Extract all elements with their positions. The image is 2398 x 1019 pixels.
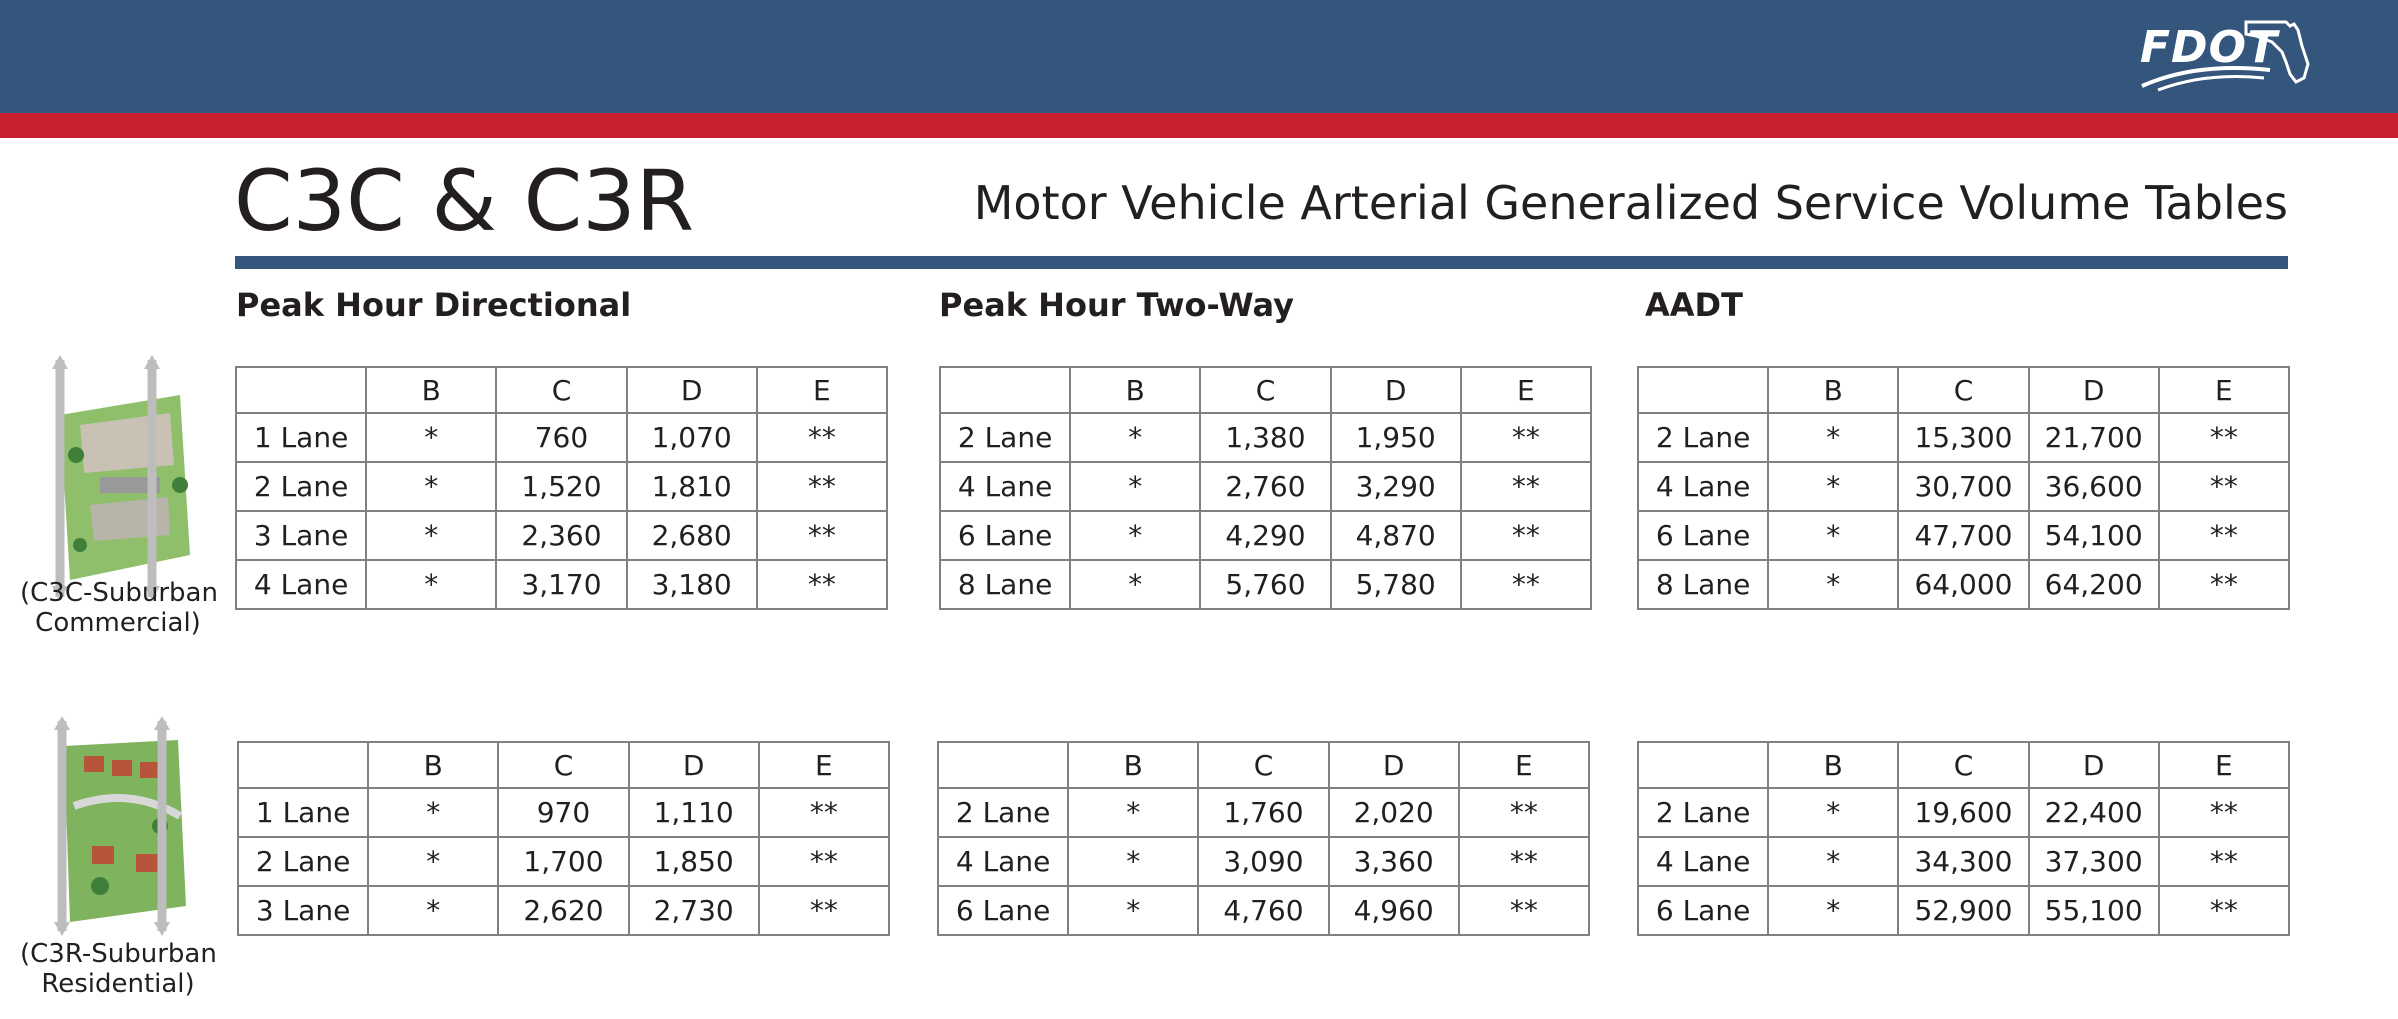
c3c-caption-line1: (C3C-Suburban xyxy=(20,578,218,608)
value-cell-d: 4,960 xyxy=(1329,886,1459,935)
value-cell-d: 54,100 xyxy=(2029,511,2159,560)
value-cell-b: * xyxy=(1768,788,1898,837)
value-cell-b: * xyxy=(1768,837,1898,886)
value-cell-e: ** xyxy=(759,837,889,886)
value-cell-b: * xyxy=(366,511,496,560)
table-row xyxy=(940,560,1591,609)
value-cell-c: 5,760 xyxy=(1200,560,1330,609)
value-cell-d: 3,360 xyxy=(1329,837,1459,886)
value-cell-c: 2,620 xyxy=(498,886,628,935)
section-label-aadt: AADT xyxy=(1645,286,1743,324)
value-cell-c: 3,170 xyxy=(496,560,626,609)
header-cell-d: D xyxy=(627,367,757,413)
page-title: C3C & C3R xyxy=(234,152,695,250)
title-divider xyxy=(235,256,2288,269)
table-row xyxy=(238,837,889,886)
value-cell-e: ** xyxy=(2159,886,2289,935)
table-row xyxy=(940,462,1591,511)
header-cell-d: D xyxy=(1331,367,1461,413)
c3r-caption xyxy=(20,939,216,999)
table-row xyxy=(940,511,1591,560)
value-cell-d: 2,020 xyxy=(1329,788,1459,837)
table-c3c-aadt xyxy=(1637,366,2290,610)
value-cell-e: ** xyxy=(757,511,887,560)
lane-label-cell: 2 Lane xyxy=(236,462,366,511)
header-corner-cell xyxy=(238,742,368,788)
lane-label-cell: 8 Lane xyxy=(940,560,1070,609)
table-header-row xyxy=(938,742,1589,788)
header-corner-cell xyxy=(940,367,1070,413)
value-cell-b: * xyxy=(368,837,498,886)
table-c3c-twoway xyxy=(939,366,1592,610)
value-cell-d: 1,850 xyxy=(629,837,759,886)
value-cell-b: * xyxy=(1070,413,1200,462)
header-cell-c: C xyxy=(496,367,626,413)
section-label-directional: Peak Hour Directional xyxy=(236,286,632,324)
value-cell-b: * xyxy=(366,462,496,511)
value-cell-c: 2,760 xyxy=(1200,462,1330,511)
table-row xyxy=(1638,788,2289,837)
lane-label-cell: 2 Lane xyxy=(238,837,368,886)
value-cell-b: * xyxy=(366,413,496,462)
table-header-row xyxy=(1638,742,2289,788)
table-c3r-directional xyxy=(237,741,890,936)
table-row xyxy=(1638,837,2289,886)
lane-label-cell: 2 Lane xyxy=(940,413,1070,462)
value-cell-e: ** xyxy=(2159,560,2289,609)
value-cell-d: 1,950 xyxy=(1331,413,1461,462)
header-corner-cell xyxy=(938,742,1068,788)
value-cell-e: ** xyxy=(759,886,889,935)
value-cell-c: 47,700 xyxy=(1898,511,2028,560)
value-cell-b: * xyxy=(366,560,496,609)
header-corner-cell xyxy=(236,367,366,413)
value-cell-e: ** xyxy=(2159,788,2289,837)
table-row xyxy=(1638,511,2289,560)
header-corner-cell xyxy=(1638,742,1768,788)
header-cell-d: D xyxy=(2029,367,2159,413)
suburban-residential-aerial-icon xyxy=(40,716,200,936)
lane-label-cell: 4 Lane xyxy=(1638,837,1768,886)
header-cell-e: E xyxy=(759,742,889,788)
value-cell-b: * xyxy=(1070,511,1200,560)
value-cell-e: ** xyxy=(757,462,887,511)
header-cell-c: C xyxy=(1898,742,2028,788)
value-cell-d: 1,810 xyxy=(627,462,757,511)
value-cell-b: * xyxy=(368,886,498,935)
logo-text: FDOT xyxy=(2140,22,2278,73)
header-cell-e: E xyxy=(2159,367,2289,413)
fdot-logo xyxy=(2136,12,2312,92)
table-row xyxy=(938,788,1589,837)
table-row xyxy=(238,886,889,935)
value-cell-c: 1,700 xyxy=(498,837,628,886)
value-cell-e: ** xyxy=(759,788,889,837)
value-cell-c: 52,900 xyxy=(1898,886,2028,935)
value-cell-d: 5,780 xyxy=(1331,560,1461,609)
lane-label-cell: 6 Lane xyxy=(1638,886,1768,935)
section-label-twoway: Peak Hour Two-Way xyxy=(939,286,1294,324)
value-cell-b: * xyxy=(368,788,498,837)
value-cell-d: 64,200 xyxy=(2029,560,2159,609)
value-cell-e: ** xyxy=(1459,886,1589,935)
c3c-caption-line2: Commercial) xyxy=(35,608,201,638)
header-cell-b: B xyxy=(1070,367,1200,413)
header-cell-c: C xyxy=(1198,742,1328,788)
table-row xyxy=(1638,560,2289,609)
value-cell-d: 1,070 xyxy=(627,413,757,462)
lane-label-cell: 3 Lane xyxy=(238,886,368,935)
value-cell-b: * xyxy=(1068,788,1198,837)
value-cell-b: * xyxy=(1768,413,1898,462)
lane-label-cell: 1 Lane xyxy=(238,788,368,837)
table-row xyxy=(236,462,887,511)
value-cell-d: 3,290 xyxy=(1331,462,1461,511)
header-cell-d: D xyxy=(1329,742,1459,788)
table-header-row xyxy=(238,742,889,788)
value-cell-b: * xyxy=(1068,886,1198,935)
table-row xyxy=(238,788,889,837)
table-header-row xyxy=(1638,367,2289,413)
value-cell-e: ** xyxy=(1459,788,1589,837)
page-subtitle: Motor Vehicle Arterial Generalized Service Volume Tables xyxy=(973,176,2288,230)
lane-label-cell: 8 Lane xyxy=(1638,560,1768,609)
value-cell-e: ** xyxy=(2159,462,2289,511)
suburban-commercial-aerial-icon xyxy=(40,355,200,600)
value-cell-e: ** xyxy=(1461,462,1591,511)
c3c-caption xyxy=(20,578,216,638)
value-cell-d: 22,400 xyxy=(2029,788,2159,837)
header-cell-b: B xyxy=(1768,367,1898,413)
header-cell-b: B xyxy=(1068,742,1198,788)
table-c3c-directional xyxy=(235,366,888,610)
value-cell-c: 1,760 xyxy=(1198,788,1328,837)
value-cell-e: ** xyxy=(1459,837,1589,886)
header-accent-stripe xyxy=(0,113,2398,138)
value-cell-d: 3,180 xyxy=(627,560,757,609)
value-cell-d: 36,600 xyxy=(2029,462,2159,511)
table-row xyxy=(1638,886,2289,935)
header-cell-d: D xyxy=(2029,742,2159,788)
lane-label-cell: 6 Lane xyxy=(938,886,1068,935)
header-cell-b: B xyxy=(366,367,496,413)
value-cell-d: 2,730 xyxy=(629,886,759,935)
table-header-row xyxy=(236,367,887,413)
value-cell-c: 4,290 xyxy=(1200,511,1330,560)
header-cell-c: C xyxy=(498,742,628,788)
lane-label-cell: 3 Lane xyxy=(236,511,366,560)
value-cell-b: * xyxy=(1068,837,1198,886)
value-cell-c: 2,360 xyxy=(496,511,626,560)
lane-label-cell: 2 Lane xyxy=(1638,413,1768,462)
value-cell-e: ** xyxy=(2159,837,2289,886)
lane-label-cell: 6 Lane xyxy=(940,511,1070,560)
value-cell-c: 34,300 xyxy=(1898,837,2028,886)
lane-label-cell: 4 Lane xyxy=(938,837,1068,886)
lane-label-cell: 2 Lane xyxy=(938,788,1068,837)
value-cell-c: 19,600 xyxy=(1898,788,2028,837)
value-cell-c: 970 xyxy=(498,788,628,837)
lane-label-cell: 4 Lane xyxy=(1638,462,1768,511)
value-cell-d: 55,100 xyxy=(2029,886,2159,935)
value-cell-d: 2,680 xyxy=(627,511,757,560)
value-cell-b: * xyxy=(1768,462,1898,511)
lane-label-cell: 4 Lane xyxy=(236,560,366,609)
value-cell-c: 3,090 xyxy=(1198,837,1328,886)
table-row xyxy=(236,413,887,462)
table-row xyxy=(938,837,1589,886)
header-cell-c: C xyxy=(1898,367,2028,413)
value-cell-b: * xyxy=(1768,886,1898,935)
value-cell-b: * xyxy=(1070,462,1200,511)
value-cell-d: 21,700 xyxy=(2029,413,2159,462)
header-corner-cell xyxy=(1638,367,1768,413)
header-cell-b: B xyxy=(1768,742,1898,788)
table-header-row xyxy=(940,367,1591,413)
value-cell-d: 1,110 xyxy=(629,788,759,837)
value-cell-c: 1,380 xyxy=(1200,413,1330,462)
value-cell-d: 37,300 xyxy=(2029,837,2159,886)
value-cell-c: 1,520 xyxy=(496,462,626,511)
value-cell-b: * xyxy=(1768,511,1898,560)
lane-label-cell: 1 Lane xyxy=(236,413,366,462)
value-cell-e: ** xyxy=(1461,511,1591,560)
c3r-context-image xyxy=(40,716,200,936)
header-cell-c: C xyxy=(1200,367,1330,413)
table-row xyxy=(940,413,1591,462)
header-cell-b: B xyxy=(368,742,498,788)
header-cell-e: E xyxy=(1459,742,1589,788)
table-row xyxy=(1638,462,2289,511)
header-cell-e: E xyxy=(2159,742,2289,788)
value-cell-e: ** xyxy=(1461,413,1591,462)
value-cell-e: ** xyxy=(757,413,887,462)
value-cell-c: 64,000 xyxy=(1898,560,2028,609)
value-cell-e: ** xyxy=(2159,413,2289,462)
value-cell-c: 30,700 xyxy=(1898,462,2028,511)
header-cell-d: D xyxy=(629,742,759,788)
value-cell-e: ** xyxy=(1461,560,1591,609)
c3r-caption-line1: (C3R-Suburban xyxy=(20,939,217,969)
lane-label-cell: 4 Lane xyxy=(940,462,1070,511)
table-row xyxy=(1638,413,2289,462)
value-cell-d: 4,870 xyxy=(1331,511,1461,560)
c3r-caption-line2: Residential) xyxy=(41,969,195,999)
value-cell-b: * xyxy=(1768,560,1898,609)
lane-label-cell: 6 Lane xyxy=(1638,511,1768,560)
value-cell-e: ** xyxy=(757,560,887,609)
value-cell-c: 15,300 xyxy=(1898,413,2028,462)
table-c3r-aadt xyxy=(1637,741,2290,936)
header-cell-e: E xyxy=(1461,367,1591,413)
header-cell-e: E xyxy=(757,367,887,413)
value-cell-c: 760 xyxy=(496,413,626,462)
table-c3r-twoway xyxy=(937,741,1590,936)
table-row xyxy=(938,886,1589,935)
value-cell-c: 4,760 xyxy=(1198,886,1328,935)
header-band xyxy=(0,0,2398,113)
value-cell-b: * xyxy=(1070,560,1200,609)
table-row xyxy=(236,560,887,609)
table-row xyxy=(236,511,887,560)
value-cell-e: ** xyxy=(2159,511,2289,560)
lane-label-cell: 2 Lane xyxy=(1638,788,1768,837)
c3c-context-image xyxy=(40,355,200,600)
